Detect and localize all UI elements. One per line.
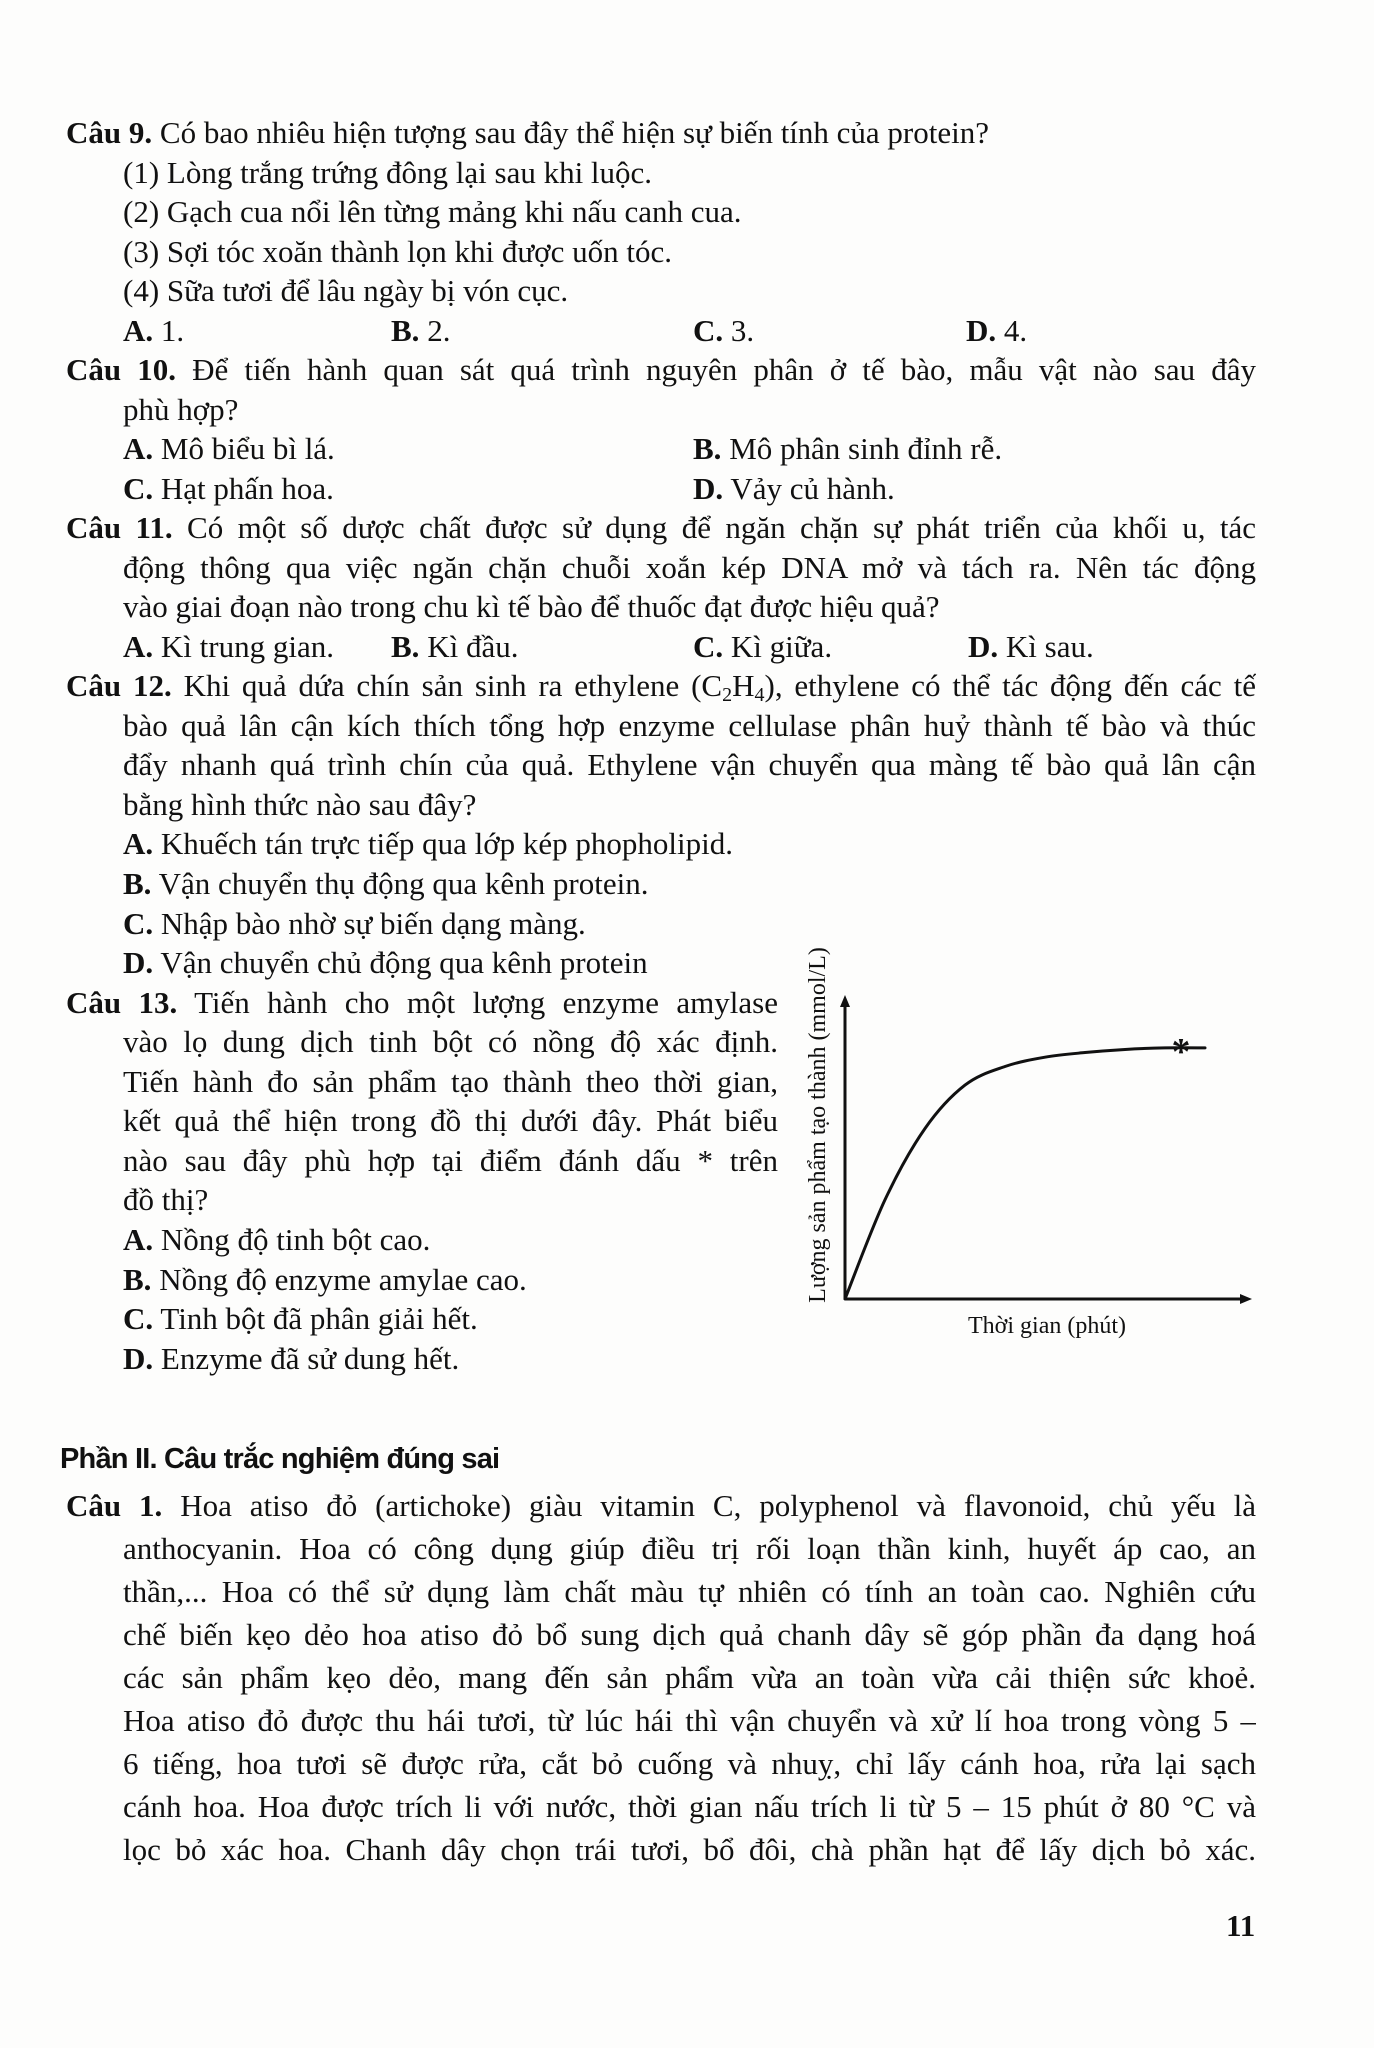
option-key: B.	[123, 1262, 152, 1297]
q13-option-a[interactable]	[123, 1224, 430, 1255]
option-text: Kì trung gian.	[160, 629, 334, 664]
q12-stem-line-1	[66, 670, 1256, 704]
part2-q1-line-8: cánh hoa. Hoa được trích li với nước, thời gian nấu trích li từ 5 – 15 phút ở 80 °C và	[123, 1791, 1256, 1824]
q12-option-b[interactable]	[123, 868, 649, 899]
q12-stem-pre: Khi quả dứa chín sản sinh ra ethylene (C	[183, 670, 723, 703]
option-text: Vận chuyển thụ động qua kênh protein.	[158, 866, 649, 901]
q11-option-a[interactable]	[123, 631, 334, 662]
option-key: C.	[123, 1301, 154, 1336]
q13-stem-line-2: vào lọ dung dịch tinh bột có nồng độ xác định.	[123, 1026, 778, 1059]
q9-item-1: (1) Lòng trắng trứng đông lại sau khi luộc.	[123, 155, 653, 190]
part2-q1-line-7: 6 tiếng, hoa tươi sẽ được rửa, cắt bỏ cuống và nhuỵ, chỉ lấy cánh hoa, rửa lại sạch	[123, 1748, 1256, 1781]
option-text: Nhập bào nhờ sự biến dạng màng.	[160, 906, 586, 941]
q11-stem-line-3: vào giai đoạn nào trong chu kì tế bào để thuốc đạt được hiệu quả?	[123, 589, 940, 624]
option-key: D.	[123, 1341, 154, 1376]
q10-stem-text: Để tiến hành quan sát quá trình nguyên phân ở tế bào, mẫu vật nào sau đây	[192, 354, 1256, 387]
subscript: 4	[754, 684, 765, 704]
option-key: B.	[391, 629, 420, 664]
q11-option-c[interactable]	[693, 631, 832, 662]
q12-option-c[interactable]	[123, 908, 586, 939]
option-key: A.	[123, 629, 154, 664]
part2-q1-label: Câu 1.	[66, 1490, 163, 1523]
q10-option-d[interactable]	[693, 473, 895, 504]
q11-label: Câu 11.	[66, 512, 173, 545]
option-text: Vảy củ hành.	[730, 471, 895, 506]
q9-stem	[66, 117, 989, 148]
option-key: D.	[123, 945, 154, 980]
option-key: C.	[693, 313, 724, 348]
q13-stem-text: Tiến hành cho một lượng enzyme amylase	[194, 987, 778, 1020]
part2-q1-line-6: Hoa atiso đỏ được thu hái tươi, từ lúc hái thì vận chuyển và xử lí hoa trong vòng 5 –	[123, 1705, 1256, 1738]
part2-q1-line-5: các sản phẩm kẹo dẻo, mang đến sản phẩm vừa an toàn vừa cải thiện sức khoẻ.	[123, 1662, 1256, 1695]
option-key: A.	[123, 313, 154, 348]
part2-q1-line-2: anthocyanin. Hoa có công dụng giúp điều trị rối loạn thần kinh, huyết áp cao, an	[123, 1533, 1256, 1566]
option-text: Kì đầu.	[427, 629, 519, 664]
option-text: Nồng độ enzyme amylae cao.	[159, 1262, 527, 1297]
q12-stem-line-3: đẩy nhanh quá trình chín của quả. Ethylene vận chuyển qua màng tế bào quả lân cận	[123, 749, 1256, 782]
q12-stem-mid: H	[732, 670, 755, 703]
option-key: B.	[693, 431, 722, 466]
option-text: Khuếch tán trực tiếp qua lớp kép phopholipid.	[160, 826, 734, 861]
q13-stem-line-4: kết quả thể hiện trong đồ thị dưới đây. Phát biểu	[123, 1105, 778, 1138]
q10-stem-line-2: phù hợp?	[123, 392, 239, 427]
q13-option-b[interactable]	[123, 1264, 527, 1295]
q10-option-b[interactable]	[693, 433, 1002, 464]
q9-option-c[interactable]	[693, 315, 754, 346]
part2-q1-text: Hoa atiso đỏ (artichoke) giàu vitamin C, polyphenol và flavonoid, chủ yếu là	[180, 1490, 1256, 1523]
q10-stem-line-1	[66, 354, 1256, 388]
chart-x-axis-label: Thời gian (phút)	[968, 1313, 1126, 1339]
page-number: 11	[1226, 1908, 1256, 1943]
q10-option-c[interactable]	[123, 473, 334, 504]
q9-item-2: (2) Gạch cua nổi lên từng mảng khi nấu canh cua.	[123, 194, 742, 229]
q9-option-a[interactable]	[123, 315, 184, 346]
q9-item-4: (4) Sữa tươi để lâu ngày bị vón cục.	[123, 273, 569, 308]
option-text: 1.	[160, 313, 185, 348]
x-axis-arrow-icon	[1240, 1294, 1252, 1304]
q11-stem-line-1	[66, 512, 1256, 546]
option-key: A.	[123, 826, 154, 861]
option-key: A.	[123, 431, 154, 466]
part2-q1-line-1	[66, 1490, 1256, 1524]
part2-q1-line-4: chế biến kẹo dẻo hoa atiso đỏ bổ sung dịch quả chanh dây sẽ góp phần đa dạng hoá	[123, 1619, 1256, 1652]
option-text: 2.	[427, 313, 451, 348]
option-text: Kì sau.	[1005, 629, 1094, 664]
q13-option-c[interactable]	[123, 1303, 478, 1334]
chart-y-axis-label: Lượng sản phẩm tạo thành (mmol/L)	[805, 947, 831, 1303]
option-text: 3.	[730, 313, 755, 348]
q9-option-d[interactable]	[966, 315, 1027, 346]
q9-option-b[interactable]	[391, 315, 450, 346]
q11-stem-text: Có một số dược chất được sử dụng để ngăn chặn sự phát triển của khối u, tác	[187, 512, 1256, 545]
option-text: Tinh bột đã phân giải hết.	[160, 1301, 478, 1336]
q13-option-d[interactable]	[123, 1343, 459, 1374]
option-key: A.	[123, 1222, 154, 1257]
subscript: 2	[722, 684, 733, 704]
q12-stem-line-2: bào quả lân cận kích thích tổng hợp enzyme cellulase phân huỷ thành tế bào và thúc	[123, 710, 1256, 743]
y-axis-arrow-icon	[840, 995, 850, 1007]
option-key: D.	[968, 629, 999, 664]
option-key: C.	[693, 629, 724, 664]
q13-stem-line-5: nào sau đây phù hợp tại điểm đánh dấu * trên	[123, 1145, 778, 1178]
q10-label: Câu 10.	[66, 354, 177, 387]
part2-heading: Phần II. Câu trắc nghiệm đúng sai	[60, 1443, 500, 1475]
option-text: Enzyme đã sử dung hết.	[160, 1341, 460, 1376]
q11-option-d[interactable]	[968, 631, 1094, 662]
q12-label: Câu 12.	[66, 670, 172, 703]
q13-stem-line-3: Tiến hành đo sản phẩm tạo thành theo thời gian,	[123, 1066, 778, 1099]
option-key: D.	[693, 471, 724, 506]
q12-stem-line-4: bằng hình thức nào sau đây?	[123, 787, 477, 822]
option-text: Mô biểu bì lá.	[160, 431, 335, 466]
q12-option-a[interactable]	[123, 828, 733, 859]
q9-label: Câu 9.	[66, 115, 153, 150]
option-key: D.	[966, 313, 997, 348]
option-text: Nồng độ tinh bột cao.	[160, 1222, 431, 1257]
option-key: B.	[123, 866, 152, 901]
q9-stem-text: Có bao nhiêu hiện tượng sau đây thể hiện sự biến tính của protein?	[159, 115, 990, 150]
q11-option-b[interactable]	[391, 631, 518, 662]
series-line-product	[845, 1048, 1205, 1299]
q10-option-a[interactable]	[123, 433, 335, 464]
option-text: Mô phân sinh đỉnh rễ.	[729, 431, 1003, 466]
q12-stem-post: ), ethylene có thể tác động đến các tế	[764, 670, 1256, 703]
option-text: Vận chuyển chủ động qua kênh protein	[160, 945, 648, 980]
part2-q1-line-9: lọc bỏ xác hoa. Chanh dây chọn trái tươi, bổ đôi, chà phần hạt để lấy dịch bỏ xác.	[123, 1834, 1256, 1867]
star-marker-icon: *	[1171, 1030, 1191, 1073]
q9-item-3: (3) Sợi tóc xoăn thành lọn khi được uốn tóc.	[123, 234, 672, 269]
option-text: Hạt phấn hoa.	[160, 471, 334, 506]
q12-stem-text	[184, 670, 1256, 703]
q12-option-d[interactable]	[123, 947, 648, 978]
option-key: B.	[391, 313, 420, 348]
option-text: Kì giữa.	[730, 629, 833, 664]
option-key: C.	[123, 471, 154, 506]
q13-label: Câu 13.	[66, 987, 178, 1020]
option-key: C.	[123, 906, 154, 941]
q13-stem-line-6: đồ thị?	[123, 1182, 209, 1217]
q11-stem-line-2: động thông qua việc ngăn chặn chuỗi xoắn kép DNA mở và tách ra. Nên tác động	[123, 552, 1256, 585]
option-text: 4.	[1003, 313, 1028, 348]
part2-q1-line-3: thần,... Hoa có thể sử dụng làm chất màu tự nhiên có tính an toàn cao. Nghiên cứu	[123, 1576, 1256, 1609]
q13-stem-line-1	[66, 987, 778, 1021]
